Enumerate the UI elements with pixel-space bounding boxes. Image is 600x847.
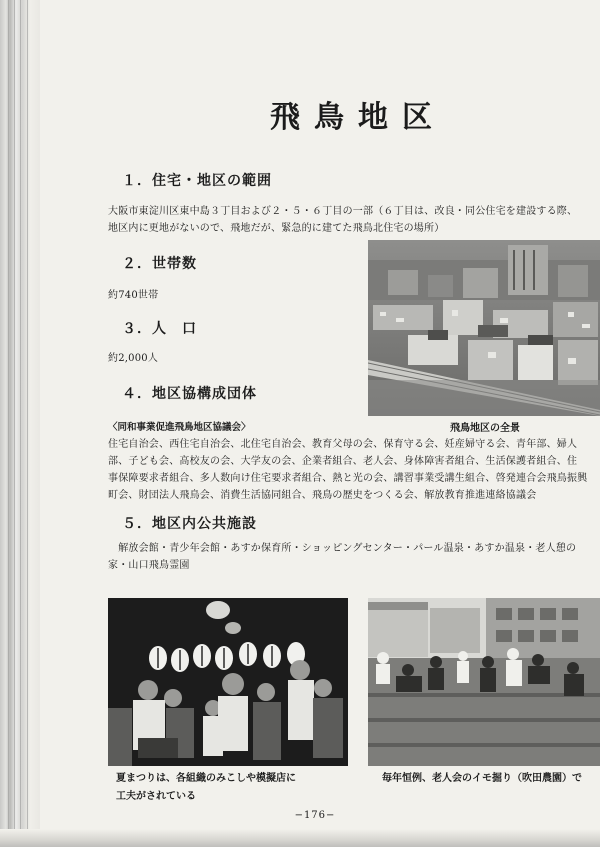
section-text-line: 住宅自治会、西住宅自治会、北住宅自治会、教育父母の会、保育守る会、妊産婦守る会、青年部、婦人 [108, 439, 578, 450]
section-text-line: 家・山口飛鳥霊園 [108, 560, 190, 571]
book-binding-edge [0, 0, 40, 847]
section-heading-housing-area: １．住宅・地区の範囲 [122, 173, 272, 189]
festival-photo-caption-line: 工夫がされている [116, 791, 196, 802]
aerial-photo-caption: 飛鳥地区の全景 [450, 423, 520, 434]
section-text-line: 地区内に更地がないので、飛地だが、緊急的に建てた飛鳥北住宅の場所） [108, 223, 445, 234]
festival-photo [108, 598, 348, 766]
household-count: 約740世帯 [108, 290, 159, 301]
aerial-photo [368, 240, 600, 416]
section-text-line: 事保障要求者組合、多人数向け住宅要求者組合、熱と光の会、講習事業受講生組合、啓発連合会飛鳥振興 [108, 473, 588, 484]
section-heading-public-facilities: ５．地区内公共施設 [122, 516, 257, 532]
farm-photo [368, 598, 600, 766]
council-name: 〈同和事業促進飛鳥地区協議会〉 [108, 422, 251, 433]
page-bottom-edge [0, 829, 600, 847]
page-number: −176− [294, 810, 336, 821]
section-text-line: 大阪市東淀川区東中島３丁目および２・５・６丁目の一部（６丁目は、改良・同公住宅を建設する際、 [108, 206, 578, 217]
section-text-line: 部、子ども会、高校友の会、大学友の会、企業者組合、老人会、身体障害者組合、生活保護者組合、住 [108, 456, 578, 467]
section-heading-households: ２．世帯数 [122, 256, 197, 272]
page-title: 飛鳥地区 [270, 100, 446, 135]
section-text-line: 町会、財団法人飛鳥会、消費生活協同組合、飛鳥の歴史をつくる会、解放教育推進連絡協議会 [108, 490, 537, 501]
section-heading-member-organizations: ４．地区協構成団体 [122, 386, 257, 402]
section-text-line: 解放会館・青少年会館・あすか保育所・ショッピングセンター・パール温泉・あすか温泉・老人憩の [108, 543, 577, 554]
population-count: 約2,000人 [108, 353, 159, 364]
farm-photo-caption: 毎年恒例、老人会のイモ掘り（吹田農園）で [382, 773, 582, 784]
section-heading-population: ３．人 口 [122, 321, 197, 337]
festival-photo-caption-line: 夏まつりは、各組織のみこしや模擬店に [116, 773, 296, 784]
